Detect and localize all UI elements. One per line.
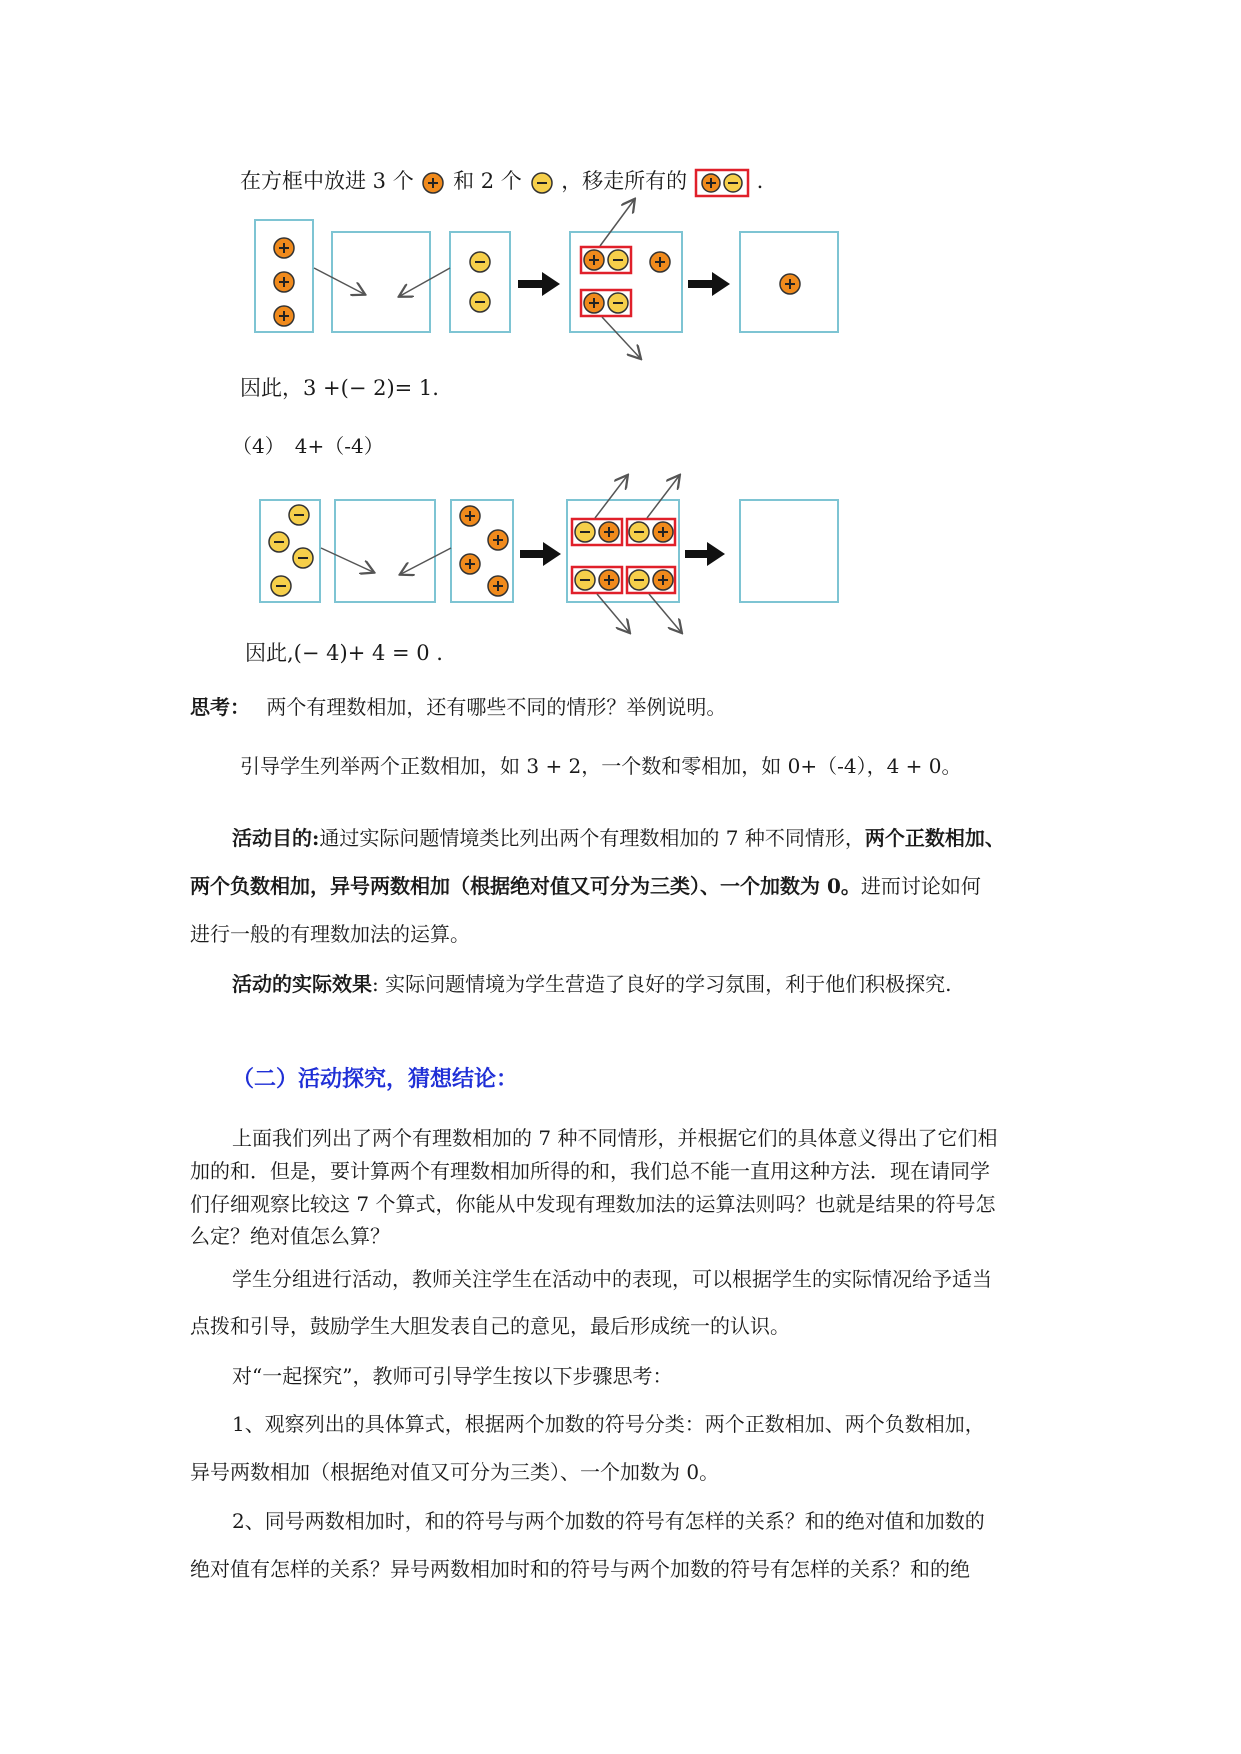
activity-purpose-bold-1: 两个正数相加、	[864, 826, 1005, 850]
guide-text: 引导学生列举两个正数相加，如 3 + 2，一个数和零相加，如 0+（-4），4 + 0。	[240, 754, 962, 778]
figure1-intro-text-1: 在方框中放进 3 个	[240, 169, 414, 193]
activity-purpose-text-1: 通过实际问题情境类比列出两个有理数相加的 7 种不同情形，	[319, 826, 865, 850]
activity-purpose-text-2: 进而讨论如何	[860, 874, 981, 898]
figure1-intro-end: .	[756, 169, 764, 193]
paragraph3: 对“一起探究”，教师可引导学生按以下步骤思考：	[232, 1364, 673, 1388]
think-line	[190, 693, 726, 721]
paragraph1-line-1: 上面我们列出了两个有理数相加的 7 种不同情形，并根据它们的具体意义得出了它们相	[232, 1126, 998, 1150]
activity-purpose-line-1	[232, 824, 1005, 852]
activity-purpose-line-3: 进行一般的有理数加法的运算。	[190, 922, 470, 946]
activity-effect-line	[232, 970, 951, 998]
activity-purpose-bold-2: 两个负数相加，异号两数相加（根据绝对值又可分为三类）、一个加数为 0。	[190, 874, 861, 898]
paragraph1-line-3: 们仔细观察比较这 7 个算式，你能从中发现有理数加法的运算法则吗？也就是结果的符号怎	[190, 1192, 996, 1216]
step2-line-1: 2、同号两数相加时，和的符号与两个加数的符号有怎样的关系？和的绝对值和加数的	[232, 1509, 985, 1533]
activity-effect-label: 活动的实际效果	[232, 972, 372, 996]
step1-line-2: 异号两数相加（根据绝对值又可分为三类）、一个加数为 0。	[190, 1460, 720, 1484]
figure2-diagram	[255, 470, 855, 640]
figure1-intro-text-3: ，移走所有的	[561, 169, 688, 193]
think-text: 两个有理数相加，还有哪些不同的情形？举例说明。	[266, 695, 727, 719]
figure1-diagram	[250, 190, 850, 370]
section-heading: （二）活动探究，猜想结论：	[232, 1066, 519, 1092]
figure1-intro-text-2: 和 2 个	[453, 169, 522, 193]
paragraph2-line-1: 学生分组进行活动，教师关注学生在活动中的表现，可以根据学生的实际情况给予适当	[232, 1267, 992, 1291]
paragraph1-line-4: 么定？绝对值怎么算？	[190, 1224, 390, 1248]
paragraph1-line-2: 加的和．但是，要计算两个有理数相加所得的和，我们总不能一直用这种方法．现在请同学	[190, 1159, 990, 1183]
activity-effect-text: : 实际问题情境为学生营造了良好的学习氛围，利于他们积极探究.	[372, 972, 952, 996]
step2-line-2: 绝对值有怎样的关系？异号两数相加时和的符号与两个加数的符号有怎样的关系？和的绝	[190, 1557, 970, 1581]
step1-line-1: 1、观察列出的具体算式，根据两个加数的符号分类：两个正数相加、两个负数相加，	[232, 1412, 985, 1436]
figure2-conclusion: 因此,(− 4)+ 4 = 0 .	[245, 641, 443, 665]
paragraph2-line-2: 点拨和引导，鼓励学生大胆发表自己的意见，最后形成统一的认识。	[190, 1314, 790, 1338]
activity-purpose-line-2	[190, 872, 981, 900]
figure1-conclusion: 因此，3 +(− 2)= 1.	[240, 376, 439, 400]
activity-purpose-label: 活动目的:	[232, 826, 320, 850]
item4-label: （4） 4+（-4）	[232, 434, 384, 458]
think-label: 思考：	[190, 695, 250, 719]
